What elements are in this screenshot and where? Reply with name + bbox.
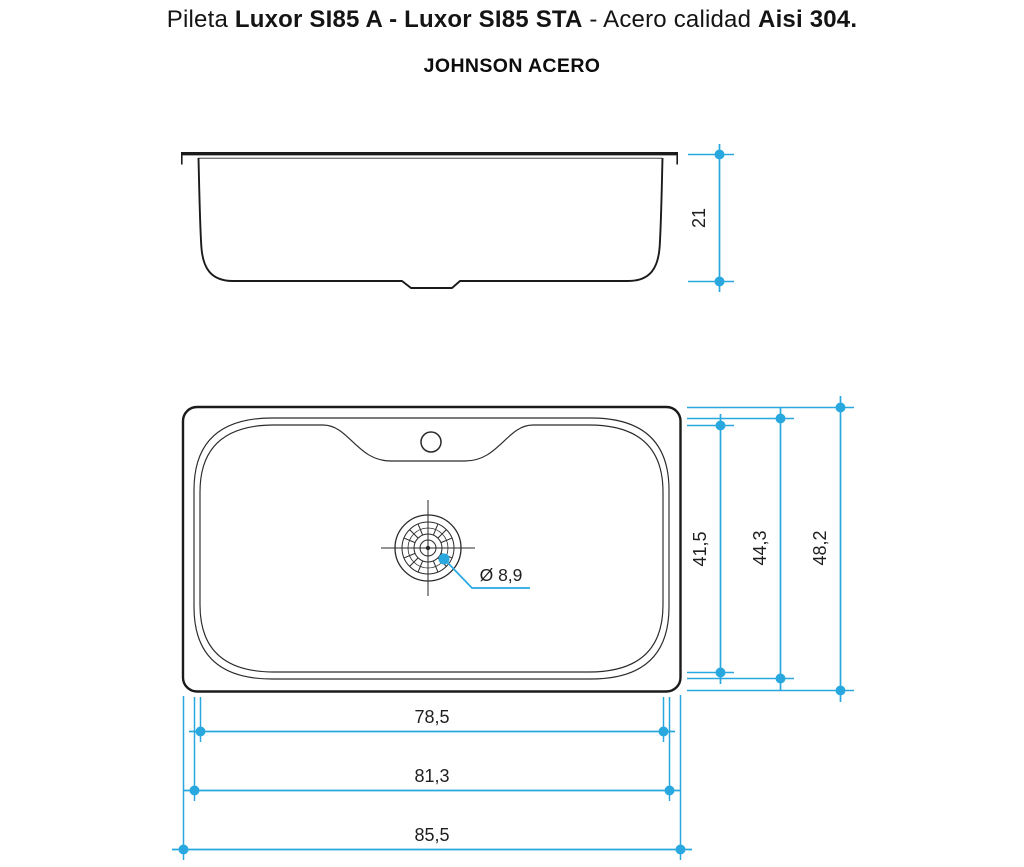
- brand-logo: JOHNSON ACERO: [423, 55, 601, 77]
- height-outer-node-bottom: [836, 686, 846, 696]
- depth-node-bottom: [715, 277, 725, 287]
- depth-node-top: [715, 150, 725, 160]
- width-dimension-inner: [189, 697, 675, 742]
- drain-diameter-label: Ø 8,9: [479, 565, 523, 585]
- height-inner-node-bottom: [716, 668, 726, 678]
- height-inner-node-top: [716, 421, 726, 431]
- width-outer-label: 85,5: [414, 825, 450, 845]
- height-inner-label: 41,5: [690, 531, 710, 567]
- width-middle-node-right: [665, 786, 675, 796]
- title-model: Luxor SI85 A - Luxor SI85 STA: [234, 6, 583, 33]
- height-outer-label: 48,2: [810, 530, 830, 566]
- height-middle-node-bottom: [776, 674, 786, 684]
- width-inner-node-left: [196, 727, 206, 737]
- side-view-bowl-profile: [199, 158, 663, 288]
- side-view-rim: [181, 152, 678, 155]
- title-text: Pileta: [166, 6, 235, 33]
- height-middle-label: 44,3: [750, 530, 770, 566]
- height-middle-node-top: [776, 414, 786, 424]
- drain: [381, 500, 475, 596]
- drain-center-dot: [426, 546, 430, 550]
- width-middle-label: 81,3: [414, 766, 450, 786]
- width-inner-label: 78,5: [414, 707, 450, 727]
- depth-label: 21: [689, 207, 709, 229]
- title-grade: Aisi 304.: [758, 6, 858, 33]
- height-dimension-inner: [687, 414, 734, 684]
- height-outer-node-top: [836, 403, 846, 413]
- title-text-2: - Acero calidad: [582, 6, 759, 33]
- width-middle-node-left: [190, 786, 200, 796]
- faucet-hole: [421, 432, 441, 452]
- width-outer-node-left: [179, 845, 189, 855]
- side-view: [181, 152, 678, 288]
- height-dimension-outer: [687, 396, 854, 702]
- top-view: [183, 407, 681, 692]
- width-inner-node-right: [659, 727, 669, 737]
- side-view-depth-dimension: [688, 144, 734, 292]
- width-outer-node-right: [676, 845, 686, 855]
- top-view-rim: [183, 407, 681, 692]
